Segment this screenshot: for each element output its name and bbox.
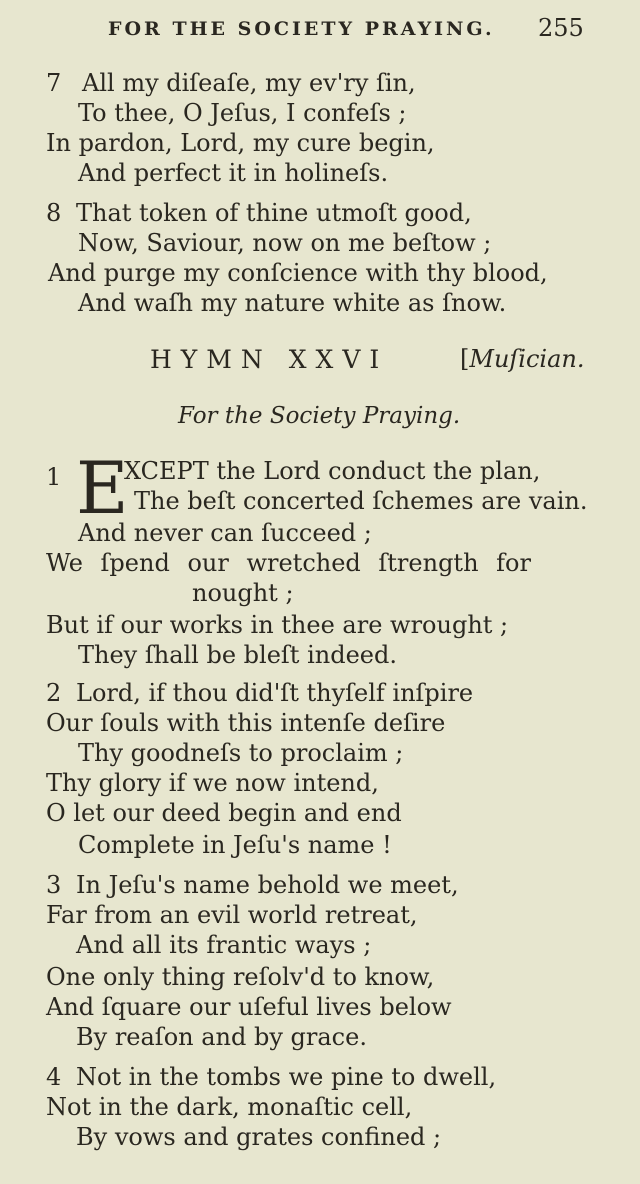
tune-name bbox=[460, 345, 584, 373]
verse-line: And ſquare our uſeful lives below bbox=[46, 993, 452, 1021]
verse-line: And waſh my nature white as ſnow. bbox=[78, 289, 507, 317]
verse-line: Not in the dark, monaſtic cell, bbox=[46, 1093, 413, 1121]
drop-cap: E bbox=[76, 446, 129, 530]
hymn-title: HYMN XXVI bbox=[150, 345, 389, 374]
verse-line: One only thing reſolv'd to know, bbox=[46, 963, 435, 991]
verse-line: O let our deed begin and end bbox=[46, 799, 402, 827]
tune-bracket: [ bbox=[460, 345, 470, 373]
verse-line: To thee, O Jeſus, I confeſs ; bbox=[78, 99, 407, 127]
verse-line: The beſt concerted ſchemes are vain. bbox=[134, 487, 588, 515]
verse-line: Not in the tombs we pine to dwell, bbox=[76, 1063, 497, 1091]
tune-label: Muſician. bbox=[469, 345, 585, 373]
verse-line: By reaſon and by grace. bbox=[76, 1023, 367, 1051]
running-title: FOR THE SOCIETY PRAYING. bbox=[108, 18, 495, 40]
verse-line: In Jeſu's name behold we meet, bbox=[76, 871, 459, 899]
stanza-number: 2 bbox=[46, 679, 62, 707]
verse-line: In pardon, Lord, my cure begin, bbox=[46, 129, 435, 157]
verse-line: All my diſeaſe, my ev'ry ſin, bbox=[82, 69, 416, 97]
verse-line: And all its frantic ways ; bbox=[76, 931, 372, 959]
verse-line: They ſhall be bleſt indeed. bbox=[78, 641, 397, 669]
stanza-number: 7 bbox=[46, 69, 62, 97]
stanza-number: 1 bbox=[46, 463, 62, 491]
verse-line: And perfect it in holineſs. bbox=[78, 159, 389, 187]
page-number: 255 bbox=[538, 14, 584, 42]
hymn-subtitle: For the Society Praying. bbox=[178, 403, 461, 429]
verse-line: By vows and grates confined ; bbox=[76, 1123, 442, 1151]
verse-line: And purge my conſcience with thy blood, bbox=[48, 259, 548, 287]
verse-line: That token of thine utmoſt good, bbox=[76, 199, 472, 227]
verse-line: Far from an evil world retreat, bbox=[46, 901, 418, 929]
stanza-number: 8 bbox=[46, 199, 62, 227]
verse-line: Thy goodneſs to proclaim ; bbox=[78, 739, 404, 767]
verse-line: Complete in Jeſu's name ! bbox=[78, 831, 392, 859]
verse-line: Now, Saviour, now on me beſtow ; bbox=[78, 229, 492, 257]
stanza-number: 4 bbox=[46, 1063, 62, 1091]
verse-line: XCEPT the Lord conduct the plan, bbox=[124, 457, 541, 485]
verse-line: Thy glory if we now intend, bbox=[46, 769, 379, 797]
verse-line: And never can ſucceed ; bbox=[78, 519, 372, 547]
verse-line: Our ſouls with this intenſe deſire bbox=[46, 709, 446, 737]
verse-line: We ſpend our wretched ſtrength for bbox=[46, 549, 531, 577]
verse-line: Lord, if thou did'ſt thyſelf inſpire bbox=[76, 679, 474, 707]
verse-line: But if our works in thee are wrought ; bbox=[46, 611, 509, 639]
stanza-number: 3 bbox=[46, 871, 62, 899]
verse-line: nought ; bbox=[192, 579, 294, 607]
